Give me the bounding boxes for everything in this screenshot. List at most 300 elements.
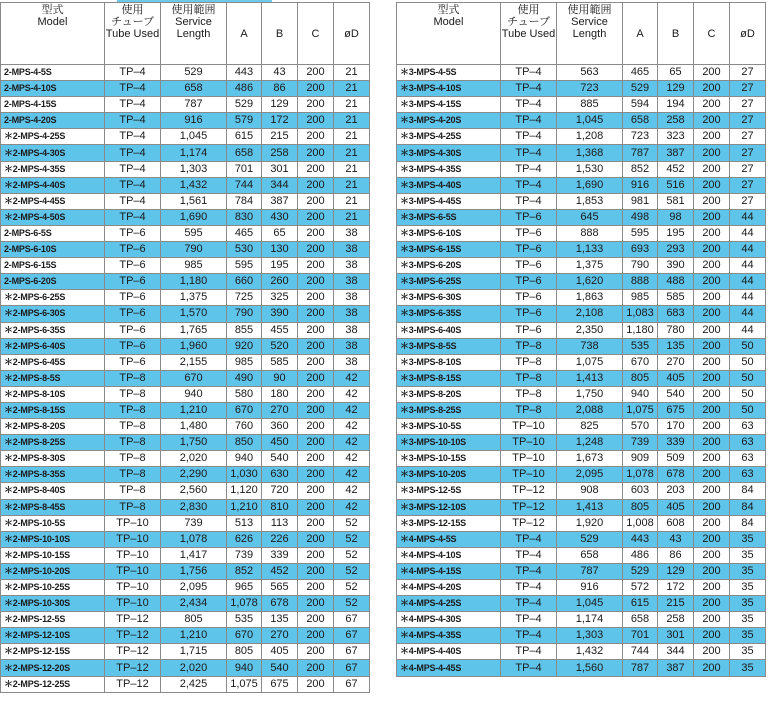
cell-length: 1,174: [557, 612, 623, 628]
cell-c: 200: [694, 225, 730, 241]
cell-a: 787: [623, 145, 658, 161]
cell-a: 498: [623, 209, 658, 225]
cell-length: 1,960: [161, 338, 227, 354]
cell-c: 200: [298, 419, 334, 435]
cell-a: 465: [227, 225, 262, 241]
cell-a: 658: [623, 612, 658, 628]
cell-tube: TP–4: [501, 547, 557, 563]
table-row: [1, 81, 370, 97]
table-row: [397, 386, 766, 402]
cell-c: 200: [694, 531, 730, 547]
cell-a: 615: [227, 129, 262, 145]
table-row: [1, 113, 370, 129]
table-row: [1, 563, 370, 579]
cell-model: ＊2-MPS-4-40S: [1, 177, 105, 193]
cell-tube: TP–8: [105, 402, 161, 418]
header-tube: [501, 3, 557, 65]
cell-a: 701: [623, 628, 658, 644]
cell-b: 325: [262, 290, 298, 306]
cell-c: 200: [298, 386, 334, 402]
header-length: [161, 3, 227, 65]
cell-b: 387: [658, 145, 694, 161]
cell-a: 790: [623, 258, 658, 274]
cell-d: 27: [730, 161, 766, 177]
cell-model: ＊3-MPS-4-15S: [397, 97, 501, 113]
cell-tube: TP–4: [501, 161, 557, 177]
cell-d: 67: [334, 628, 370, 644]
cell-a: 744: [623, 644, 658, 660]
cell-a: 940: [227, 451, 262, 467]
cell-d: 21: [334, 113, 370, 129]
table-row: [397, 338, 766, 354]
cell-tube: TP–12: [501, 483, 557, 499]
cell-tube: TP–4: [501, 580, 557, 596]
table-row: [397, 354, 766, 370]
table-row: [397, 628, 766, 644]
cell-b: 387: [262, 193, 298, 209]
table-row: [1, 660, 370, 676]
cell-tube: TP–4: [501, 193, 557, 209]
table-row: [1, 402, 370, 418]
cell-b: 520: [262, 338, 298, 354]
cell-tube: TP–10: [105, 563, 161, 579]
cell-b: 170: [658, 419, 694, 435]
cell-tube: TP–6: [105, 258, 161, 274]
cell-b: 452: [262, 563, 298, 579]
cell-c: 200: [694, 515, 730, 531]
cell-d: 21: [334, 129, 370, 145]
right-spec-table: [396, 2, 766, 677]
cell-model: ＊3-MPS-4-45S: [397, 193, 501, 209]
cell-length: 1,530: [557, 161, 623, 177]
cell-c: 200: [298, 242, 334, 258]
cell-d: 27: [730, 193, 766, 209]
cell-c: 200: [298, 258, 334, 274]
cell-d: 50: [730, 402, 766, 418]
cell-b: 172: [658, 580, 694, 596]
cell-b: 430: [262, 209, 298, 225]
cell-model: ＊3-MPS-4-35S: [397, 161, 501, 177]
cell-b: 43: [658, 531, 694, 547]
cell-length: 2,095: [161, 580, 227, 596]
cell-length: 916: [161, 113, 227, 129]
cell-model: ＊3-MPS-10-5S: [397, 419, 501, 435]
cell-c: 200: [298, 628, 334, 644]
cell-length: 908: [557, 483, 623, 499]
cell-c: 200: [694, 451, 730, 467]
header-model: [397, 3, 501, 65]
cell-length: 658: [557, 547, 623, 563]
cell-tube: TP–6: [105, 306, 161, 322]
table-row: [1, 193, 370, 209]
cell-length: 940: [161, 386, 227, 402]
header-model: [1, 3, 105, 65]
cell-c: 200: [694, 290, 730, 306]
table-row: [397, 467, 766, 483]
cell-a: 916: [623, 177, 658, 193]
cell-b: 675: [658, 402, 694, 418]
cell-model: 2-MPS-6-10S: [1, 242, 105, 258]
cell-c: 200: [694, 580, 730, 596]
cell-model: ＊2-MPS-12-15S: [1, 644, 105, 660]
cell-tube: TP–8: [501, 402, 557, 418]
table-row: [397, 145, 766, 161]
cell-model: ＊3-MPS-6-40S: [397, 322, 501, 338]
cell-tube: TP–12: [501, 515, 557, 531]
header-d: øD: [334, 3, 370, 65]
cell-c: 200: [694, 370, 730, 386]
header-row: [397, 3, 766, 65]
header-b: B: [658, 3, 694, 65]
cell-tube: TP–12: [105, 628, 161, 644]
cell-c: 200: [694, 547, 730, 563]
cell-c: 200: [298, 402, 334, 418]
cell-a: 805: [623, 370, 658, 386]
cell-tube: TP–4: [501, 612, 557, 628]
cell-length: 1,863: [557, 290, 623, 306]
header-c: C: [298, 3, 334, 65]
cell-length: 1,075: [557, 354, 623, 370]
cell-model: ＊3-MPS-8-25S: [397, 402, 501, 418]
cell-length: 1,570: [161, 306, 227, 322]
table-row: [1, 370, 370, 386]
cell-a: 594: [623, 97, 658, 113]
cell-c: 200: [694, 129, 730, 145]
cell-tube: TP–6: [501, 274, 557, 290]
cell-a: 603: [623, 483, 658, 499]
header-length-en2: Length: [572, 28, 607, 40]
cell-tube: TP–4: [105, 161, 161, 177]
cell-a: 784: [227, 193, 262, 209]
cell-c: 200: [298, 338, 334, 354]
cell-d: 21: [334, 145, 370, 161]
cell-c: 200: [298, 676, 334, 692]
cell-d: 38: [334, 354, 370, 370]
cell-length: 787: [557, 563, 623, 579]
cell-c: 200: [694, 193, 730, 209]
header-c: C: [694, 3, 730, 65]
table-row: [1, 290, 370, 306]
cell-d: 27: [730, 81, 766, 97]
cell-d: 52: [334, 515, 370, 531]
cell-tube: TP–6: [105, 242, 161, 258]
cell-model: ＊2-MPS-8-20S: [1, 419, 105, 435]
cell-tube: TP–8: [501, 338, 557, 354]
cell-model: ＊3-MPS-12-15S: [397, 515, 501, 531]
cell-d: 35: [730, 580, 766, 596]
cell-tube: TP–6: [501, 322, 557, 338]
table-row: [397, 129, 766, 145]
cell-model: 2-MPS-6-15S: [1, 258, 105, 274]
cell-tube: TP–4: [501, 81, 557, 97]
cell-tube: TP–4: [501, 660, 557, 676]
cell-length: 1,432: [161, 177, 227, 193]
cell-model: ＊2-MPS-12-10S: [1, 628, 105, 644]
cell-tube: TP–6: [501, 290, 557, 306]
cell-c: 200: [298, 65, 334, 81]
table-row: [397, 161, 766, 177]
header-length-en1: Service: [571, 16, 608, 28]
cell-length: 2,020: [161, 451, 227, 467]
cell-tube: TP–10: [105, 531, 161, 547]
cell-a: 658: [623, 113, 658, 129]
cell-d: 21: [334, 177, 370, 193]
header-length-jp: 使用範囲: [567, 4, 612, 16]
cell-a: 830: [227, 209, 262, 225]
table-row: [397, 644, 766, 660]
cell-b: 65: [658, 65, 694, 81]
cell-b: 405: [658, 370, 694, 386]
header-length-en1: Service: [175, 16, 212, 28]
cell-length: 1,208: [557, 129, 623, 145]
cell-d: 84: [730, 483, 766, 499]
cell-model: ＊2-MPS-10-25S: [1, 580, 105, 596]
cell-tube: TP–4: [105, 145, 161, 161]
cell-d: 42: [334, 386, 370, 402]
cell-d: 67: [334, 676, 370, 692]
cell-model: ＊3-MPS-6-5S: [397, 209, 501, 225]
cell-length: 2,425: [161, 676, 227, 692]
cell-d: 21: [334, 161, 370, 177]
cell-b: 678: [262, 596, 298, 612]
cell-model: 2-MPS-4-10S: [1, 81, 105, 97]
cell-b: 540: [262, 660, 298, 676]
cell-c: 200: [694, 177, 730, 193]
cell-model: ＊3-MPS-8-20S: [397, 386, 501, 402]
cell-model: 2-MPS-4-15S: [1, 97, 105, 113]
cell-a: 1,075: [227, 676, 262, 692]
cell-a: 852: [623, 161, 658, 177]
cell-c: 200: [694, 419, 730, 435]
cell-length: 1,561: [161, 193, 227, 209]
cell-a: 1,120: [227, 483, 262, 499]
cell-c: 200: [694, 97, 730, 113]
cell-c: 200: [298, 81, 334, 97]
cell-a: 787: [623, 660, 658, 676]
cell-a: 670: [227, 402, 262, 418]
cell-length: 2,434: [161, 596, 227, 612]
table-row: [1, 242, 370, 258]
cell-a: 626: [227, 531, 262, 547]
table-row: [1, 97, 370, 113]
cell-tube: TP–8: [105, 467, 161, 483]
table-row: [397, 242, 766, 258]
cell-d: 42: [334, 451, 370, 467]
cell-c: 200: [298, 209, 334, 225]
cell-d: 21: [334, 81, 370, 97]
cell-b: 180: [262, 386, 298, 402]
cell-b: 258: [262, 145, 298, 161]
table-row: [397, 515, 766, 531]
cell-a: 940: [227, 660, 262, 676]
cell-c: 200: [694, 612, 730, 628]
table-row: [397, 499, 766, 515]
cell-a: 490: [227, 370, 262, 386]
cell-tube: TP–4: [105, 177, 161, 193]
cell-a: 790: [227, 306, 262, 322]
table-row: [1, 612, 370, 628]
cell-d: 52: [334, 563, 370, 579]
cell-tube: TP–4: [105, 193, 161, 209]
header-tube: [105, 3, 161, 65]
cell-d: 38: [334, 322, 370, 338]
cell-model: ＊3-MPS-6-35S: [397, 306, 501, 322]
cell-d: 35: [730, 660, 766, 676]
cell-tube: TP–12: [105, 612, 161, 628]
cell-d: 27: [730, 129, 766, 145]
cell-model: ＊2-MPS-8-10S: [1, 386, 105, 402]
cell-model: ＊2-MPS-6-30S: [1, 306, 105, 322]
cell-a: 739: [623, 435, 658, 451]
cell-a: 658: [227, 145, 262, 161]
cell-model: ＊3-MPS-12-5S: [397, 483, 501, 499]
cell-tube: TP–12: [105, 644, 161, 660]
header-tube-en: Tube Used: [501, 28, 556, 40]
cell-model: ＊2-MPS-6-45S: [1, 354, 105, 370]
cell-tube: TP–12: [501, 499, 557, 515]
right-table-body: [397, 65, 766, 677]
cell-b: 301: [658, 628, 694, 644]
cell-c: 200: [694, 161, 730, 177]
table-row: [1, 435, 370, 451]
table-row: [1, 419, 370, 435]
table-row: [1, 306, 370, 322]
table-row: [397, 402, 766, 418]
table-row: [397, 225, 766, 241]
table-row: [397, 596, 766, 612]
cell-tube: TP–4: [501, 563, 557, 579]
cell-length: 529: [161, 65, 227, 81]
cell-model: ＊2-MPS-8-5S: [1, 370, 105, 386]
cell-tube: TP–10: [105, 547, 161, 563]
cell-a: 670: [227, 628, 262, 644]
table-row: [1, 547, 370, 563]
cell-a: 1,075: [623, 402, 658, 418]
cell-length: 1,210: [161, 628, 227, 644]
cell-tube: TP–4: [105, 97, 161, 113]
cell-length: 1,756: [161, 563, 227, 579]
cell-c: 200: [298, 483, 334, 499]
table-row: [397, 290, 766, 306]
cell-d: 21: [334, 209, 370, 225]
table-row: [397, 81, 766, 97]
cell-length: 2,830: [161, 499, 227, 515]
cell-tube: TP–8: [105, 499, 161, 515]
cell-b: 608: [658, 515, 694, 531]
cell-d: 42: [334, 435, 370, 451]
cell-b: 540: [262, 451, 298, 467]
cell-length: 1,620: [557, 274, 623, 290]
cell-model: ＊3-MPS-8-10S: [397, 354, 501, 370]
cell-length: 563: [557, 65, 623, 81]
cell-a: 443: [227, 65, 262, 81]
table-row: [1, 129, 370, 145]
cell-model: ＊2-MPS-12-5S: [1, 612, 105, 628]
table-row: [397, 547, 766, 563]
cell-length: 1,690: [557, 177, 623, 193]
cell-b: 260: [262, 274, 298, 290]
cell-tube: TP–10: [105, 515, 161, 531]
cell-length: 985: [161, 258, 227, 274]
cell-a: 739: [227, 547, 262, 563]
table-row: [397, 419, 766, 435]
header-a: A: [623, 3, 658, 65]
cell-tube: TP–10: [105, 580, 161, 596]
cell-d: 63: [730, 419, 766, 435]
cell-d: 52: [334, 547, 370, 563]
cell-b: 129: [262, 97, 298, 113]
cell-tube: TP–4: [501, 628, 557, 644]
cell-b: 194: [658, 97, 694, 113]
cell-length: 1,432: [557, 644, 623, 660]
cell-b: 43: [262, 65, 298, 81]
cell-tube: TP–8: [105, 451, 161, 467]
cell-tube: TP–8: [105, 419, 161, 435]
cell-tube: TP–6: [501, 258, 557, 274]
table-row: [1, 274, 370, 290]
cell-model: ＊3-MPS-4-10S: [397, 81, 501, 97]
cell-a: 855: [227, 322, 262, 338]
cell-c: 200: [298, 306, 334, 322]
cell-model: ＊2-MPS-12-25S: [1, 676, 105, 692]
cell-a: 985: [623, 290, 658, 306]
table-row: [397, 370, 766, 386]
cell-length: 670: [161, 370, 227, 386]
cell-length: 2,095: [557, 467, 623, 483]
cell-d: 63: [730, 435, 766, 451]
cell-d: 63: [730, 467, 766, 483]
cell-a: 486: [227, 81, 262, 97]
cell-d: 27: [730, 145, 766, 161]
header-model-jp: 型式: [41, 4, 64, 16]
cell-a: 723: [623, 129, 658, 145]
cell-length: 1,045: [557, 596, 623, 612]
cell-a: 920: [227, 338, 262, 354]
cell-length: 1,853: [557, 193, 623, 209]
cell-tube: TP–4: [501, 145, 557, 161]
cell-d: 35: [730, 547, 766, 563]
left-spec-table: [0, 2, 370, 693]
cell-model: ＊2-MPS-12-20S: [1, 660, 105, 676]
cell-b: 405: [658, 499, 694, 515]
cell-d: 35: [730, 644, 766, 660]
cell-model: ＊3-MPS-4-5S: [397, 65, 501, 81]
cell-model: ＊2-MPS-10-15S: [1, 547, 105, 563]
cell-length: 1,368: [557, 145, 623, 161]
header-tube-jp: 使用: [517, 4, 540, 16]
cell-length: 1,210: [161, 402, 227, 418]
cell-c: 200: [298, 161, 334, 177]
cell-b: 301: [262, 161, 298, 177]
cell-a: 805: [623, 499, 658, 515]
cell-c: 200: [298, 274, 334, 290]
cell-a: 760: [227, 419, 262, 435]
header-tube-jp: 使用: [121, 4, 144, 16]
cell-c: 200: [298, 177, 334, 193]
table-row: [1, 65, 370, 81]
cell-a: 670: [623, 354, 658, 370]
cell-b: 452: [658, 161, 694, 177]
cell-length: 1,078: [161, 531, 227, 547]
cell-d: 38: [334, 274, 370, 290]
cell-a: 850: [227, 435, 262, 451]
cell-tube: TP–8: [105, 483, 161, 499]
cell-length: 723: [557, 81, 623, 97]
table-row: [1, 451, 370, 467]
cell-tube: TP–10: [501, 419, 557, 435]
cell-length: 2,560: [161, 483, 227, 499]
header-model-jp: 型式: [437, 4, 460, 16]
